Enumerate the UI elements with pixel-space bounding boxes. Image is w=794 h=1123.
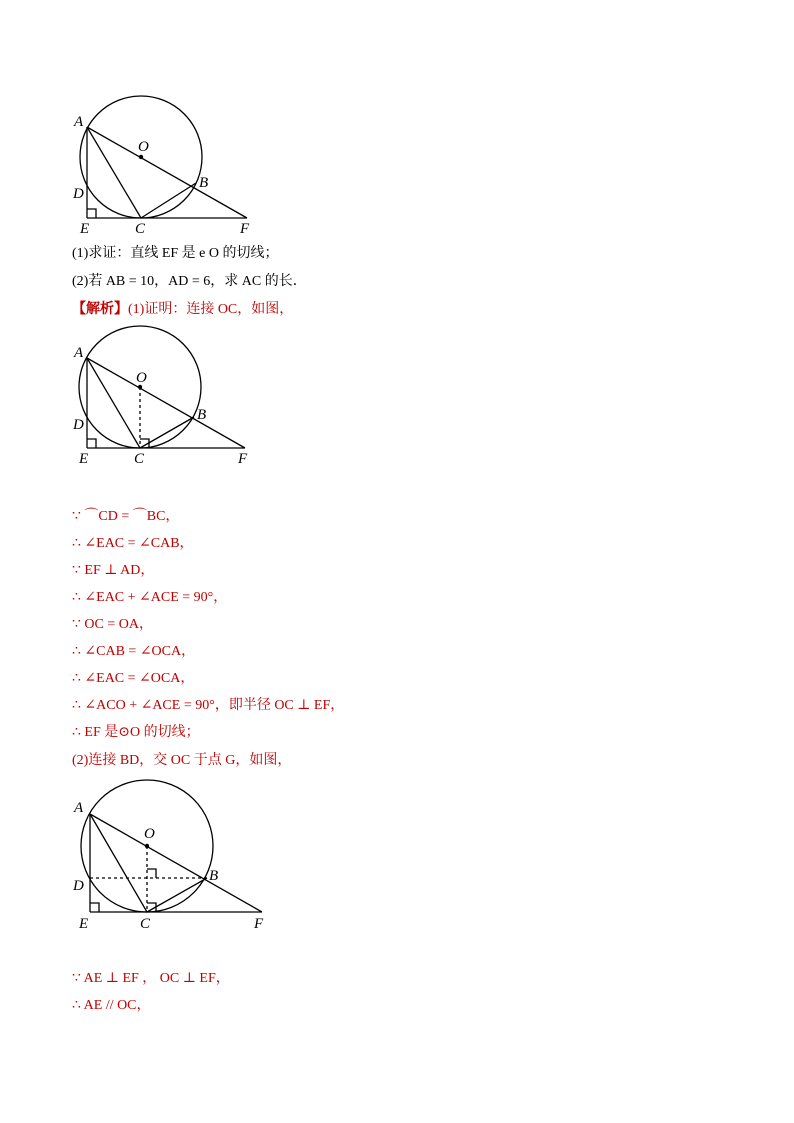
- solution-step: ∴ ∠EAC + ∠ACE = 90°，: [72, 590, 228, 605]
- label-e: E: [79, 916, 89, 932]
- label-o: O: [144, 826, 155, 842]
- label-d: D: [73, 417, 84, 433]
- solution-step: ∴ EF 是⊙O 的切线；: [72, 725, 200, 740]
- solution-step: ∴ ∠CAB = ∠OCA，: [72, 644, 196, 659]
- center-point: [145, 844, 149, 848]
- label-o: O: [136, 370, 147, 386]
- solution-step: ∴ ∠ACO + ∠ACE = 90°，即半径 OC ⊥ EF，: [72, 698, 345, 713]
- right-angle-mark-e: [90, 903, 99, 912]
- label-c: C: [135, 221, 146, 237]
- label-f: F: [240, 221, 250, 237]
- label-e: E: [80, 221, 90, 237]
- solution-tag: 【解析】: [72, 302, 128, 317]
- label-a: A: [74, 800, 84, 816]
- label-b: B: [199, 175, 209, 191]
- solution-step: ∴ ∠EAC = ∠CAB，: [72, 536, 194, 551]
- question-part1: (1)求证：直线 EF 是 e O 的切线；: [72, 246, 279, 261]
- solution-part2-step: ∵ AE ⊥ EF ， OC ⊥ EF，: [72, 971, 230, 986]
- label-d: D: [73, 186, 84, 202]
- solution-step: ∵ ⌒CD = ⌒BC，: [72, 509, 180, 524]
- label-b: B: [197, 407, 207, 423]
- label-c: C: [134, 451, 145, 467]
- label-f: F: [238, 451, 248, 467]
- line-af: [90, 814, 262, 912]
- line-ac: [90, 814, 147, 912]
- solution-step: ∵ EF ⊥ AD，: [72, 563, 155, 578]
- label-e: E: [79, 451, 89, 467]
- solution-part2-step: ∴ AE // OC，: [72, 998, 151, 1013]
- label-f: F: [254, 916, 264, 932]
- label-c: C: [140, 916, 151, 932]
- label-d: D: [73, 878, 84, 894]
- solution-step: ∴ ∠EAC = ∠OCA，: [72, 671, 195, 686]
- right-angle-mark-g: [147, 869, 156, 878]
- label-b: B: [209, 868, 219, 884]
- label-o: O: [138, 139, 149, 155]
- label-a: A: [74, 345, 84, 361]
- label-a: A: [74, 114, 84, 130]
- solution-step: ∵ OC = OA，: [72, 617, 153, 632]
- solution-intro: [72, 301, 293, 319]
- solution-intro-text: (1)证明：连接 OC，如图，: [128, 302, 294, 317]
- question-part2: (2)若 AB = 10，AD = 6，求 AC 的长．: [72, 274, 307, 289]
- solution-part2-intro: (2)连接 BD，交 OC 于点 G，如图，: [72, 753, 292, 768]
